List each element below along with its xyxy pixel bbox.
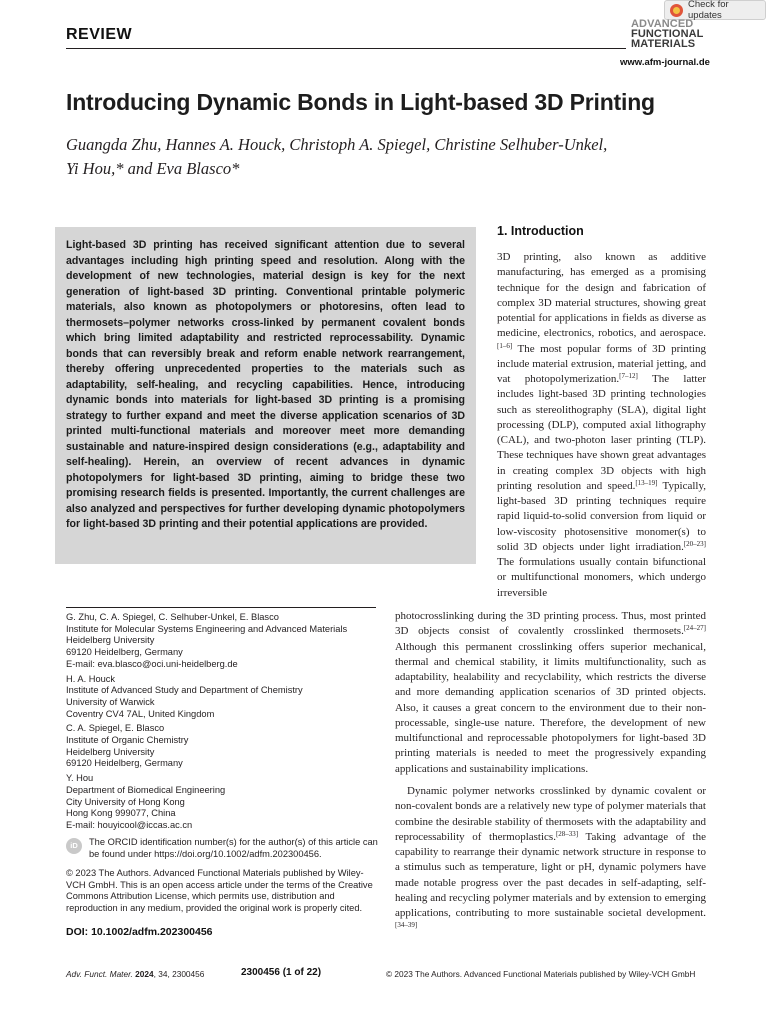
- affiliation-line: University of Warwick: [66, 696, 155, 707]
- body-text: The most popular forms of 3D printing include material extrusion, material jetting, and vat photopolymerization.: [497, 342, 706, 385]
- citation-link[interactable]: [13–19]: [635, 478, 658, 487]
- affiliation-line: Institute for Molecular Systems Engineering and Advanced Materials: [66, 623, 348, 634]
- intro-paragraph-2: [395, 784, 706, 937]
- journal-abbrev: Adv. Funct. Mater.: [66, 969, 133, 979]
- intro-paragraph-narrow: [497, 250, 706, 601]
- orcid-text: The ORCID identification number(s) for the author(s) of this article can be found under https://doi.org/10.1002/adfm.202300456.: [89, 837, 378, 859]
- email-link[interactable]: E-mail: houyicool@iccas.ac.cn: [66, 819, 193, 830]
- affiliation-divider: [66, 607, 376, 608]
- intro-paragraph-wide: [395, 609, 706, 777]
- citation-link[interactable]: [28–33]: [555, 829, 579, 838]
- affiliation-line: Heidelberg University: [66, 635, 155, 646]
- body-text: Typically, light-based 3D printing techniques require rapid liquid-to-solid conversion from liquid or low-viscosity photosensitive monomer(s) to solid 3D objects under light irradiation.: [497, 479, 706, 553]
- body-text: 3D printing, also known as additive manufacturing, has emerged as a promising technique for the design and fabrication of complex 3D material structures, showing great potential for applications in fields as diverse as medicine, electronics, robotics, and aerospace.: [497, 251, 706, 340]
- crossmark-icon: [670, 4, 683, 17]
- affiliation-block: [66, 773, 376, 832]
- doi-link[interactable]: DOI: 10.1002/adfm.202300456: [66, 926, 213, 938]
- abstract-box: [55, 227, 476, 564]
- affiliation-line: 69120 Heidelberg, Germany: [66, 647, 183, 658]
- citation-link[interactable]: [34–39]: [395, 921, 418, 930]
- affiliation-block: [66, 723, 376, 770]
- affiliation-line: G. Zhu, C. A. Spiegel, C. Selhuber-Unkel, E. Blasco: [66, 612, 279, 622]
- affiliation-line: 69120 Heidelberg, Germany: [66, 758, 183, 769]
- affiliation-line: City University of Hong Kong: [66, 796, 185, 807]
- journal-logo: [631, 19, 711, 49]
- affiliation-line: C. A. Spiegel, E. Blasco: [66, 723, 165, 734]
- footer-volume: , 34, 2300456: [153, 969, 205, 979]
- affiliation-line: Institute of Organic Chemistry: [66, 735, 189, 746]
- journal-logo-line: ADVANCED: [631, 18, 694, 30]
- body-text: Dynamic polymer networks crosslinked by dynamic covalent or non-covalent bonds are a relatively new type of polymer materials that combine the desirable stability of thermosets with the adaptability and reprocessability of thermoplastics.: [395, 785, 706, 843]
- affiliation-line: Heidelberg University: [66, 746, 155, 757]
- citation-link[interactable]: [7–12]: [619, 372, 638, 380]
- citation-link[interactable]: [1–6]: [497, 341, 513, 350]
- affiliation-block: [66, 612, 376, 671]
- author-line: Yi Hou,* and Eva Blasco*: [66, 159, 240, 178]
- citation-link[interactable]: [20–23]: [683, 539, 706, 548]
- journal-logo-line: FUNCTIONAL: [631, 28, 704, 40]
- affiliation-line: Y. Hou: [66, 773, 94, 784]
- affiliation-line: Coventry CV4 7AL, United Kingdom: [66, 708, 215, 719]
- email-link[interactable]: E-mail: eva.blasco@oci.uni-heidelberg.de: [66, 658, 238, 669]
- orcid-note: [66, 837, 378, 860]
- check-for-updates-button[interactable]: [664, 0, 766, 20]
- author-line: Guangda Zhu, Hannes A. Houck, Christoph A. Spiegel, Christine Selhuber-Unkel,: [66, 135, 608, 154]
- article-title: Introducing Dynamic Bonds in Light-based 3D Printing: [66, 89, 655, 115]
- section-heading: 1. Introduction: [497, 224, 584, 238]
- orcid-icon[interactable]: iD: [66, 838, 82, 854]
- affiliation-line: Hong Kong 999077, China: [66, 808, 176, 819]
- affiliation-line: Institute of Advanced Study and Department of Chemistry: [66, 685, 303, 696]
- affiliation-block: [66, 674, 376, 721]
- footer-citation: [66, 969, 204, 979]
- body-text: Taking advantage of the capability to rearrange their dynamic network structure in response to a stimulus such as temperature, light or pH, dynamic polymers have made notable progress over the past decades in self-adapting, self-healing and recycling polymer materials and by extension to emerging applications, contributing to more sustainable societal development.: [395, 830, 706, 919]
- affiliation-line: Department of Biomedical Engineering: [66, 784, 226, 795]
- author-list: [66, 133, 686, 181]
- header-divider: [66, 48, 626, 49]
- footer-copyright: © 2023 The Authors. Advanced Functional Materials published by Wiley-VCH GmbH: [386, 969, 696, 979]
- body-text: The latter includes light-based 3D printing technologies such as stereolithography (SLA), digital light processing (DLP), computed axial lithography (CAL), and two-photon laser printing (TLP). These techniques have shown great advantages in creating complex 3D objects with high printing resolution and speed.: [497, 373, 706, 492]
- journal-url-link[interactable]: www.afm-journal.de: [620, 57, 710, 68]
- citation-link[interactable]: [24–27]: [683, 624, 706, 633]
- abstract-text: Light-based 3D printing has received significant attention due to several advantages including high printing speed and resolution. Along with the development of new technologies, material design is key for the next generation of light-based 3D printing. Conventional printable polymeric materials, also known as photopolymers or photoresins, often lead to thermosets–polymer networks cross-linked by permanent covalent bonds which bring limited adaptability and restricted reprocessability. Dynamic bonds that can reversibly break and reform enable network rearrangement, thereby offering unprecedented properties to the materials such as adaptability, self-healing, and recycling capabilities. Hence, introducing dynamic bonds into materials for light-based 3D printing is a promising strategy to further expand and meet the diverse application scenarios of 3D printed multi-functional materials and moreover meet more demanding sustainable and nature-inspired design considerations (e.g., adaptability and self-healing). Herein, an overview of recent advances in dynamic photopolymers for light-based 3D printing, aiming to bridge these two promising research fields is presented. Importantly, the current challenges are also analyzed and perspectives for further developing dynamic photopolymers for light-based 3D printing and their potential applications are provided.: [66, 239, 465, 530]
- body-text: Although this permanent crosslinking offers superior mechanical, thermal and chemical stability, it limits multifunctionality, such as adaptability, healability and recyclability, which restricts the diverse and more demanding application scenarios of 3D printed objects. Also, it causes a great concern to the environment due to their non-processable, single-use nature. Therefore, the development of new multifunctional and reprocessable photopolymers for light-based 3D printing materials is needed to meet the progressively expanding applications and sustainability implications.: [395, 640, 706, 775]
- affiliation-line: H. A. Houck: [66, 673, 116, 684]
- footer-year: 2024: [135, 969, 154, 979]
- journal-logo-line: MATERIALS: [631, 38, 696, 50]
- body-text: photocrosslinking during the 3D printing process. Thus, most printed 3D objects consist of covalently crosslinked thermosets.: [395, 610, 706, 638]
- license-note: © 2023 The Authors. Advanced Functional Materials published by Wiley-VCH GmbH. This is an open access article under the terms of the Creative Commons Attribution License, which permits use, distribution and reproduction in any medium, provided the original work is properly cited.: [66, 868, 373, 914]
- check-for-updates-label: Check for updates: [688, 0, 729, 21]
- affiliations: [66, 612, 376, 835]
- page-number: 2300456 (1 of 22): [241, 967, 322, 978]
- body-text: The formulations usually contain bifunctional or multifunctional monomers, which undergo irreversible: [497, 556, 706, 599]
- section-label: REVIEW: [66, 26, 133, 43]
